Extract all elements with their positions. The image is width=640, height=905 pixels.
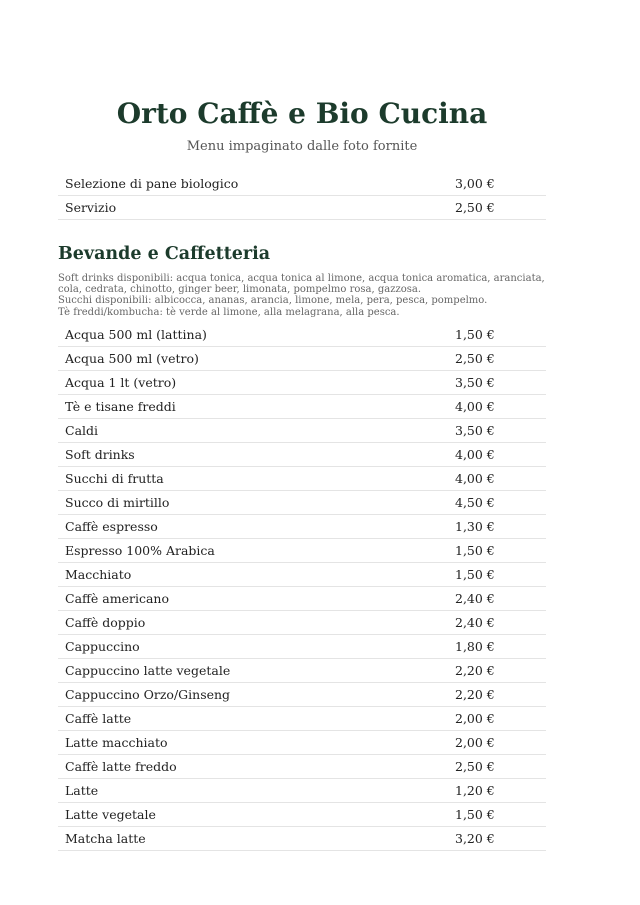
menu-item-row bbox=[58, 539, 546, 563]
menu-item-row bbox=[58, 419, 546, 443]
menu-item-row bbox=[58, 635, 546, 659]
intro-price-table bbox=[58, 172, 546, 220]
menu-item-row bbox=[58, 323, 546, 347]
menu-item-name: Caffè latte bbox=[65, 711, 132, 726]
menu-item-row bbox=[58, 515, 546, 539]
menu-item-name: Matcha latte bbox=[65, 831, 146, 846]
menu-item-price: 3,00 € bbox=[455, 176, 495, 191]
menu-item-row bbox=[58, 587, 546, 611]
menu-item-name: Caffè latte freddo bbox=[65, 759, 177, 774]
menu-item-row bbox=[58, 347, 546, 371]
menu-item-price: 2,50 € bbox=[455, 759, 495, 774]
menu-item-row bbox=[58, 491, 546, 515]
menu-item-name: Latte vegetale bbox=[65, 807, 156, 822]
menu-item-price: 2,00 € bbox=[455, 735, 495, 750]
menu-item-price: 4,00 € bbox=[455, 447, 495, 462]
menu-item-price: 2,40 € bbox=[455, 591, 495, 606]
menu-item-name: Cappuccino Orzo/Ginseng bbox=[65, 687, 231, 702]
page-title: Orto Caffè e Bio Cucina bbox=[116, 97, 488, 130]
menu-item-price: 2,20 € bbox=[455, 663, 495, 678]
page-subtitle: Menu impaginato dalle foto fornite bbox=[186, 139, 418, 154]
menu-item-row bbox=[58, 683, 546, 707]
menu-item-row bbox=[58, 707, 546, 731]
menu-item-price: 2,00 € bbox=[455, 711, 495, 726]
menu-item-price: 3,50 € bbox=[455, 375, 495, 390]
menu-item-price: 2,50 € bbox=[455, 200, 495, 215]
menu-item-price: 1,50 € bbox=[455, 327, 495, 342]
menu-item-row bbox=[58, 803, 546, 827]
menu-item-price: 4,00 € bbox=[455, 399, 495, 414]
menu-item-name: Servizio bbox=[65, 200, 117, 215]
menu-item-name: Succo di mirtillo bbox=[65, 495, 170, 510]
menu-item-row bbox=[58, 563, 546, 587]
menu-item-row bbox=[58, 172, 546, 196]
menu-item-row bbox=[58, 779, 546, 803]
section-note-line: Succhi disponibili: albicocca, ananas, arancia, limone, mela, pera, pesca, pompelmo. bbox=[58, 295, 488, 307]
drinks-price-table bbox=[58, 323, 546, 851]
menu-item-name: Tè e tisane freddi bbox=[65, 399, 176, 414]
menu-item-name: Acqua 500 ml (vetro) bbox=[65, 351, 199, 366]
menu-item-price: 1,50 € bbox=[455, 543, 495, 558]
menu-item-price: 1,50 € bbox=[455, 807, 495, 822]
menu-item-price: 4,50 € bbox=[455, 495, 495, 510]
menu-item-price: 2,50 € bbox=[455, 351, 495, 366]
menu-item-row bbox=[58, 467, 546, 491]
menu-item-name: Caffè doppio bbox=[65, 615, 146, 630]
menu-item-row bbox=[58, 395, 546, 419]
menu-item-name: Latte bbox=[65, 783, 99, 798]
menu-item-price: 1,30 € bbox=[455, 519, 495, 534]
section-note-line: Tè freddi/kombucha: tè verde al limone, alla melagrana, alla pesca. bbox=[58, 306, 400, 318]
menu-item-name: Latte macchiato bbox=[65, 735, 168, 750]
menu-item-row bbox=[58, 196, 546, 220]
menu-item-row bbox=[58, 611, 546, 635]
menu-item-name: Soft drinks bbox=[65, 447, 135, 462]
menu-item-name: Cappuccino bbox=[65, 639, 140, 654]
menu-item-price: 2,20 € bbox=[455, 687, 495, 702]
section-note-line: Soft drinks disponibili: acqua tonica, acqua tonica al limone, acqua tonica aromatica, aranciata, cola, cedrata, chinotto, ginger beer, limonata, pompelmo rosa, gazzosa. bbox=[58, 273, 545, 296]
menu-item-row bbox=[58, 827, 546, 851]
menu-item-price: 1,50 € bbox=[455, 567, 495, 582]
menu-item-row bbox=[58, 443, 546, 467]
menu-item-name: Acqua 1 lt (vetro) bbox=[65, 375, 177, 390]
section-title: Bevande e Caffetteria bbox=[58, 244, 271, 264]
section-notes bbox=[58, 273, 558, 318]
menu-item-price: 1,20 € bbox=[455, 783, 495, 798]
menu-item-price: 3,50 € bbox=[455, 423, 495, 438]
menu-item-name: Caffè americano bbox=[65, 591, 169, 606]
menu-item-name: Caffè espresso bbox=[65, 519, 158, 534]
menu-item-name: Succhi di frutta bbox=[65, 471, 164, 486]
menu-item-row bbox=[58, 755, 546, 779]
menu-item-row bbox=[58, 659, 546, 683]
menu-item-price: 1,80 € bbox=[455, 639, 495, 654]
menu-item-price: 4,00 € bbox=[455, 471, 495, 486]
menu-item-row bbox=[58, 731, 546, 755]
menu-item-price: 3,20 € bbox=[455, 831, 495, 846]
menu-item-name: Espresso 100% Arabica bbox=[65, 543, 215, 558]
menu-item-name: Cappuccino latte vegetale bbox=[65, 663, 231, 678]
menu-item-name: Selezione di pane biologico bbox=[65, 176, 239, 191]
menu-item-name: Macchiato bbox=[65, 567, 132, 582]
menu-item-name: Caldi bbox=[65, 423, 99, 438]
menu-item-row bbox=[58, 371, 546, 395]
menu-item-price: 2,40 € bbox=[455, 615, 495, 630]
menu-item-name: Acqua 500 ml (lattina) bbox=[65, 327, 207, 342]
